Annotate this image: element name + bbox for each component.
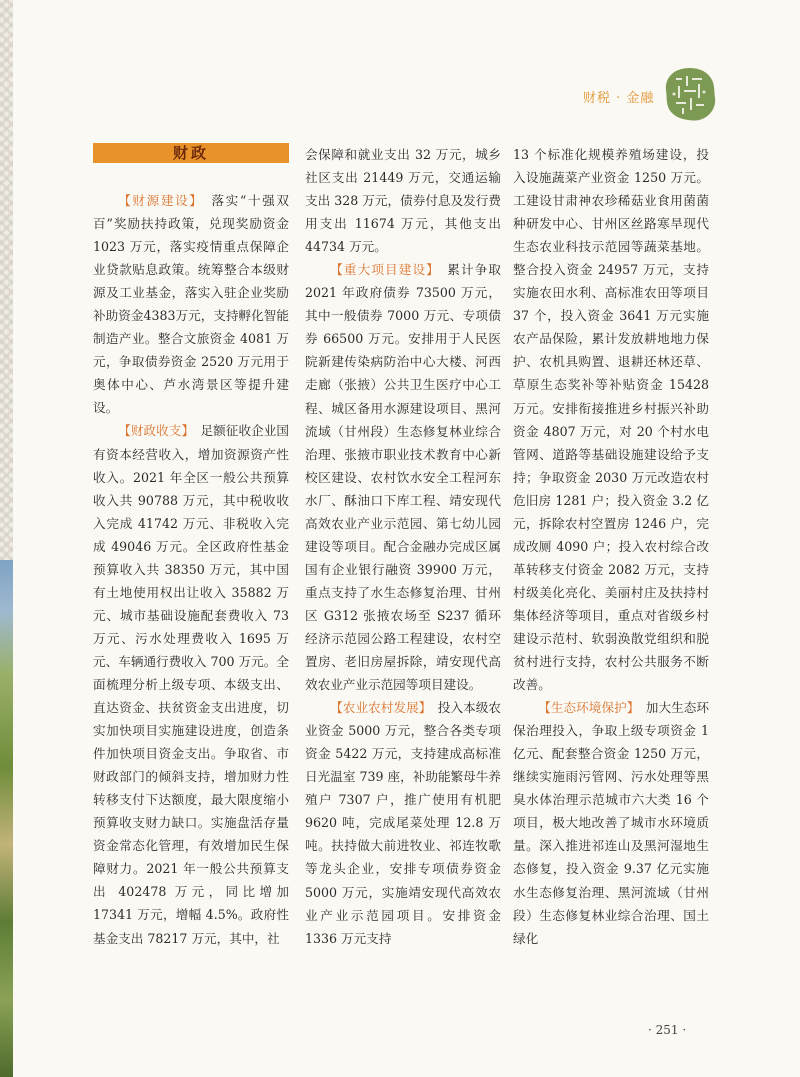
- landscape-photo-strip: [0, 560, 13, 1077]
- paragraph-major-projects: [305, 258, 501, 696]
- paragraph-tag: 【财源建设】: [118, 193, 198, 208]
- paragraph-tag: 【重大项目建设】: [330, 262, 434, 278]
- paragraph-revenue-expenditure: [93, 419, 289, 949]
- paragraph-tag: 【财政收支】: [118, 423, 188, 439]
- section-label: 财税 · 金融: [583, 91, 655, 106]
- paragraph-text: 13 个标准化规模养殖场建设，投入设施蔬菜产业资金 1250 万元。工建设甘肃神农珍稀菇业食用菌菌种研发中心、甘州区丝路寒旱现代生态农业科技示范园等蔬菜基地。整合投入资金 24957 万元，支持实施农田水利、高标准农田等项目 37 个，投入资金 3641 万元实施农产品保险，累计发放耕地地力保护、农机具购置、退耕还林还草、草原生态奖补等补贴资金 15428 万元。安排衔接推进乡村振兴补助资金 4807 万元，对 20 个村水电管网、道路等基础设施建设给予支持；争取资金 2030 万元改造农村危旧房 1281 户；投入资金 3.2 亿元，拆除农村空置房 1246 户，完成改厕 4090 户；投入农村综合改革转移支付资金 2082 万元，支持村级美化亮化、美丽村庄及扶持村集体经济等项目，重点对省级乡村建设示范村、软弱涣散党组织和脱贫村进行支持，农村公共服务不断改善。: [513, 147, 709, 693]
- paragraph-text: 投入本级农业资金 5000 万元，整合各类专项资金 5422 万元，支持建成高标准日光温室 739 座，补助能繁母牛养殖户 7307 户，推广使用有机肥 9620 吨，完成尾菜处理 12.8 万吨。扶持做大前进牧业、祁连牧歌等龙头企业，安排专项债券资金 5000 万元，实施靖安现代高效农业产业示范园项目。安排资金 1336 万元支持: [305, 700, 502, 946]
- paragraph-agriculture: [305, 696, 501, 950]
- column-2: [305, 143, 501, 950]
- column-1: [93, 143, 289, 950]
- paragraph-text: 加大生态环保治理投入，争取上级专项资金 1 亿元、配套整合资金 1250 万元，继续实施雨污管网、污水处理等黑臭水体治理示范城市六大类 16 个项目，极大地改善了城市水环境质量。深入推进祁连山及黑河湿地生态修复，投入资金 9.37 亿元实施水生态修复治理、黑河流域（甘州段）生态修复林业综合治理、国土绿化: [513, 700, 710, 946]
- paragraph-tag: 【生态环境保护】: [538, 700, 634, 716]
- paragraph-continued: [513, 143, 709, 696]
- paragraph-text: 累计争取 2021 年政府债券 73500 万元，其中一般债券 7000 万元、专项债券 66500 万元。安排用于人民医院新建传染病防治中心大楼、河西走廊（张掖）公共卫生医疗中心工程、城区备用水源建设项目、黑河流域（甘州段）生态修复林业综合治理、张掖市职业技术教育中心新校区建设、农村饮水安全工程河东水厂、酥油口下库工程、靖安现代高效农业产业示范园、第七幼儿园建设等项目。配合金融办完成区属国有企业银行融资 39900 万元，重点支持了水生态修复治理、甘州区 G312 张掖农场至 S237 循环经济示范园公路工程建设，农村空置房、老旧房屋拆除，靖安现代高效农业产业示范园等项目建设。: [305, 262, 502, 693]
- page-number: · 251 ·: [648, 1023, 687, 1037]
- paragraph-text: 足额征收企业国有资本经营收入，增加资源资产性收入。2021 年全区一般公共预算收入共 90788 万元，其中税收收入完成 41742 万元、非税收入完成 49046 万元。全区政府性基金预算收入共 38350 万元，其中国有土地使用权出让收入 35882 万元、城市基础设施配套费收入 73 万元、污水处理费收入 1695 万元、车辆通行费收入 700 万元。全面梳理分析上级专项、本级支出、直达资金、扶贫资金支出进度，切实加快项目实施建设进度，创造条件加快项目资金支出。争取省、市财政部门的倾斜支持，增加财力性转移支付下达额度，最大限度缩小预算收支财力缺口。实施盘活存量资金常态化管理，有效增加民生保障财力。2021 年一般公共预算支出 402478 万元，同比增加 17341 万元，增幅 4.5%。政府性基金支出 78217 万元，其中，社: [93, 423, 290, 946]
- seal-stamp-icon: [664, 66, 716, 122]
- paragraph-ecology: [513, 696, 709, 950]
- left-decorative-strip: [0, 0, 13, 1077]
- paragraph-finance-source: [93, 189, 289, 419]
- paragraph-tag: 【农业农村发展】: [330, 700, 426, 716]
- paragraph-text: 落实“十强双百”奖励扶持政策，兑现奖励资金 1023 万元，落实疫情重点保障企业贷款贴息政策。统筹整合本级财源及工业基金，落实入驻企业奖励补助资金4383万元，支持孵化智能制造产业。整合文旅资金 4081 万元，争取债券资金 2520 万元用于奥体中心、芦水湾景区等提升建设。: [93, 193, 289, 416]
- lattice-pattern: [0, 0, 13, 560]
- paragraph-continued: [305, 143, 501, 258]
- section-heading: 财政: [93, 143, 289, 163]
- paragraph-text: 会保障和就业支出 32 万元，城乡社区支出 21449 万元，交通运输支出 328 万元，债券付息及发行费用支出 11674 万元，其他支出 44734 万元。: [305, 147, 501, 255]
- column-3: [513, 143, 709, 950]
